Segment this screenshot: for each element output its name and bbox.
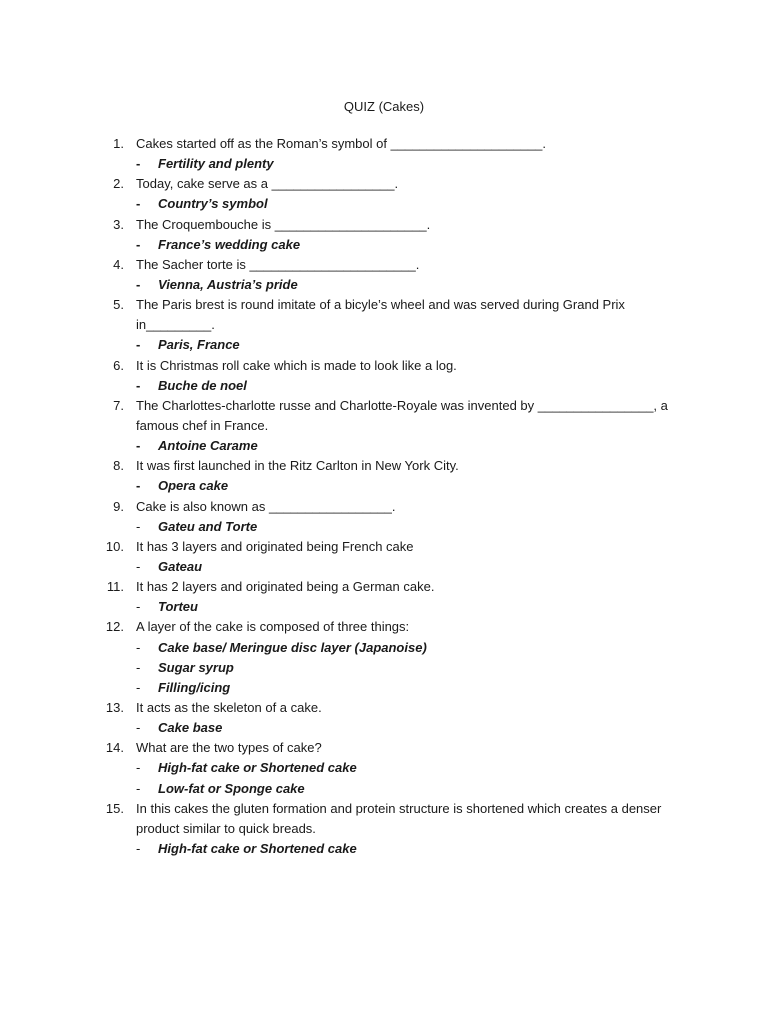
question-item	[0, 698, 768, 738]
question-item	[0, 799, 768, 859]
question-line-continued	[0, 819, 768, 839]
question-text: It has 2 layers and originated being a German cake.	[136, 579, 435, 595]
answer-line	[0, 678, 768, 698]
question-line	[0, 698, 768, 718]
question-line	[0, 174, 768, 194]
question-text: It was first launched in the Ritz Carlton in New York City.	[136, 458, 459, 474]
answer-bullet: -	[136, 760, 141, 776]
answer-line	[0, 194, 768, 214]
answer-line	[0, 658, 768, 678]
question-line-continued	[0, 416, 768, 436]
answer-bullet: -	[136, 599, 141, 615]
answer-text: Buche de noel	[158, 377, 247, 393]
question-line	[0, 295, 768, 315]
question-text: In this cakes the gluten formation and protein structure is shortened which creates a denser	[136, 800, 662, 816]
answer-text: Gateu and Torte	[158, 518, 258, 534]
answer-line	[0, 476, 768, 496]
question-text: The Paris brest is round imitate of a bicyle’s wheel and was served during Grand Prix	[136, 297, 625, 313]
answer-line	[0, 517, 768, 537]
question-number: 4.	[113, 256, 124, 272]
question-item	[0, 134, 768, 174]
answer-bullet: -	[136, 377, 141, 393]
answer-bullet: -	[136, 840, 141, 856]
answer-bullet: -	[136, 639, 141, 655]
question-line	[0, 738, 768, 758]
question-number: 13.	[105, 699, 124, 715]
answer-text: Torteu	[158, 599, 198, 615]
answer-text: Vienna, Austria’s pride	[158, 276, 298, 292]
question-number: 6.	[113, 357, 124, 373]
answer-bullet: -	[136, 720, 141, 736]
answer-bullet: -	[136, 337, 141, 353]
answer-bullet: -	[136, 276, 141, 292]
question-number: 9.	[113, 498, 124, 514]
question-line	[0, 215, 768, 235]
answer-bullet: -	[136, 659, 141, 675]
answer-text: Cake base/ Meringue disc layer (Japanoise)	[158, 639, 427, 655]
question-line	[0, 134, 768, 154]
question-line	[0, 799, 768, 819]
question-line	[0, 255, 768, 275]
answer-bullet: -	[136, 679, 141, 695]
answer-text: Fertility and plenty	[158, 156, 274, 172]
question-item	[0, 497, 768, 537]
question-line-continued	[0, 315, 768, 335]
question-number: 5.	[113, 297, 124, 313]
answer-line	[0, 335, 768, 355]
question-item	[0, 255, 768, 295]
answer-bullet: -	[136, 236, 141, 252]
question-number: 8.	[113, 458, 124, 474]
answer-text: Antoine Carame	[158, 438, 258, 454]
answer-line	[0, 436, 768, 456]
answer-bullet: -	[136, 196, 141, 212]
answer-bullet: -	[136, 558, 141, 574]
question-item	[0, 456, 768, 496]
answer-bullet: -	[136, 156, 141, 172]
question-line	[0, 356, 768, 376]
answer-line	[0, 557, 768, 577]
answer-text: High-fat cake or Shortened cake	[158, 840, 357, 856]
question-text: Cakes started off as the Roman’s symbol of _____________________.	[136, 136, 547, 151]
answer-text: Low-fat or Sponge cake	[158, 780, 305, 796]
answer-bullet: -	[136, 478, 141, 494]
question-number: 3.	[113, 216, 124, 232]
question-text: The Sacher torte is _______________________.	[136, 256, 420, 272]
question-item	[0, 537, 768, 577]
question-number: 2.	[113, 176, 124, 192]
answer-line	[0, 235, 768, 255]
question-number: 10.	[105, 538, 124, 554]
answer-line	[0, 154, 768, 174]
question-text: What are the two types of cake?	[136, 740, 322, 756]
question-text: Today, cake serve as a _________________.	[136, 176, 399, 192]
answer-bullet: -	[136, 780, 141, 796]
question-text: A layer of the cake is composed of three things:	[136, 619, 410, 635]
answer-line	[0, 718, 768, 738]
question-text: It acts as the skeleton of a cake.	[136, 699, 322, 715]
question-line	[0, 497, 768, 517]
answer-line	[0, 779, 768, 799]
answer-line	[0, 275, 768, 295]
question-item	[0, 174, 768, 214]
question-number: 15.	[105, 800, 124, 816]
question-text: Cake is also known as _________________.	[136, 498, 396, 514]
answer-text: Country’s symbol	[158, 196, 268, 212]
question-number: 1.	[113, 136, 124, 151]
question-text: It is Christmas roll cake which is made to look like a log.	[136, 357, 457, 373]
question-text: It has 3 layers and originated being French cake	[136, 538, 414, 554]
question-number: 7.	[113, 397, 124, 413]
answer-text: Cake base	[158, 720, 223, 736]
question-number: 12.	[105, 619, 124, 635]
question-text: The Croquembouche is _____________________.	[136, 216, 431, 232]
answer-bullet: -	[136, 438, 141, 454]
question-line	[0, 396, 768, 416]
answer-text: High-fat cake or Shortened cake	[158, 760, 357, 776]
question-text: in_________.	[136, 317, 215, 333]
answer-line	[0, 376, 768, 396]
question-list	[0, 134, 768, 859]
question-text: famous chef in France.	[136, 417, 269, 433]
question-item	[0, 295, 768, 355]
question-number: 11.	[106, 579, 124, 595]
answer-bullet: -	[136, 518, 141, 534]
answer-line	[0, 758, 768, 778]
question-item	[0, 577, 768, 617]
answer-text: France’s wedding cake	[158, 236, 301, 252]
answer-line	[0, 839, 768, 859]
answer-text: Gateau	[158, 558, 203, 574]
question-item	[0, 215, 768, 255]
question-item	[0, 617, 768, 698]
question-item	[0, 396, 768, 456]
question-text: product similar to quick breads.	[136, 820, 316, 836]
question-item	[0, 356, 768, 396]
answer-line	[0, 597, 768, 617]
question-line	[0, 617, 768, 637]
answer-text: Paris, France	[158, 337, 240, 353]
question-line	[0, 456, 768, 476]
answer-text: Filling/icing	[158, 679, 231, 695]
answer-text: Sugar syrup	[158, 659, 234, 675]
quiz-title: QUIZ (Cakes)	[343, 99, 425, 114]
question-text: The Charlottes-charlotte russe and Charlotte-Royale was invented by ________________, a	[136, 397, 668, 413]
question-line	[0, 537, 768, 557]
answer-text: Opera cake	[158, 478, 229, 494]
question-line	[0, 577, 768, 597]
answer-line	[0, 638, 768, 658]
question-number: 14.	[105, 740, 124, 756]
question-item	[0, 738, 768, 798]
